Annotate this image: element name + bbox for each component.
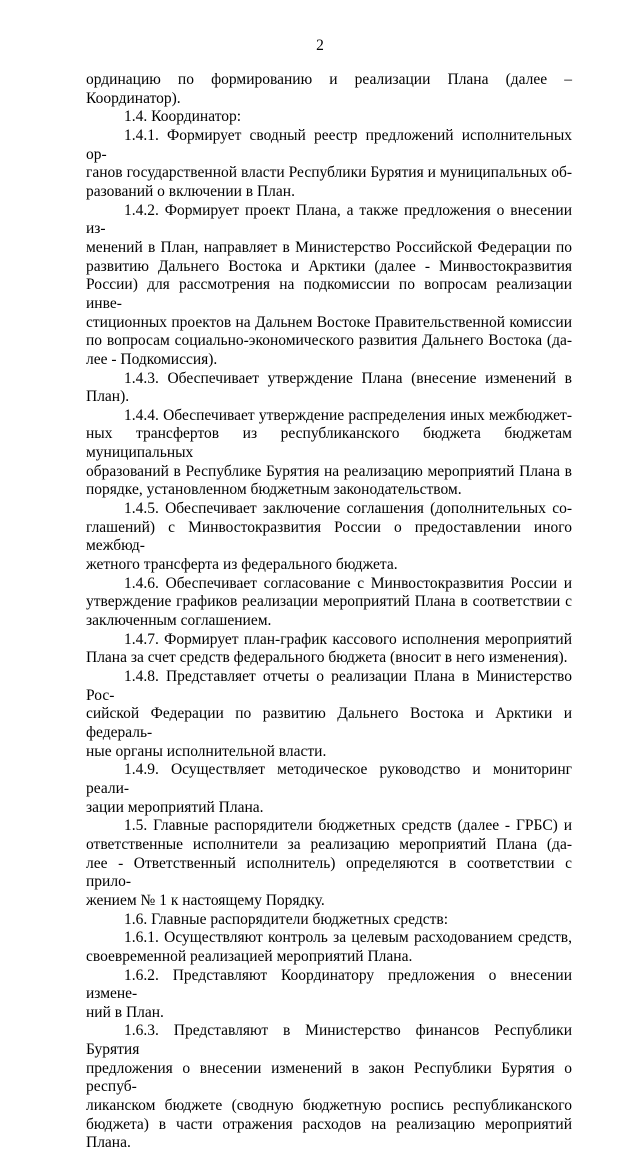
text-line: образований в Республике Бурятия на реализацию мероприятий Плана в: [86, 462, 572, 480]
paragraph: [86, 71, 572, 108]
paragraph: [86, 500, 572, 575]
text-line: жением № 1 к настоящему Порядку.: [86, 891, 325, 909]
text-line: ординацию по формированию и реализации Плана (далее – Координатор).: [86, 71, 572, 107]
text-line: ные органы исполнительной власти.: [86, 742, 327, 760]
text-line: 1.4.6. Обеспечивает согласование с Минвостокразвития России и: [124, 574, 572, 592]
paragraph: [86, 967, 572, 1023]
text-line: 1.6. Главные распорядители бюджетных средств:: [124, 910, 449, 928]
text-line: План).: [86, 388, 130, 406]
text-line: порядке, установленном бюджетным законодательством.: [86, 481, 462, 499]
text-line: ответственные исполнители за реализацию мероприятий Плана (да-: [86, 835, 572, 853]
text-line: утверждение графиков реализации мероприятий Плана в соответствии с: [86, 593, 572, 611]
text-line: развитию Дальнего Востока и Арктики (далее - Минвостокразвития: [86, 257, 572, 275]
text-line: заключенным соглашением.: [86, 612, 272, 630]
paragraph: [86, 668, 572, 761]
paragraph: [86, 817, 572, 910]
paragraph: [86, 202, 572, 370]
document-body: [86, 71, 572, 1153]
text-line: лее - Ответственный исполнитель) определяются в соответствии с прило-: [86, 854, 572, 891]
paragraph: [86, 911, 572, 930]
paragraph: [86, 929, 572, 966]
text-line: стиционных проектов на Дальнем Востоке Правительственной комиссии: [86, 313, 572, 331]
paragraph: [86, 1022, 572, 1153]
paragraph: [86, 370, 572, 407]
text-line: 1.4.9. Осуществляет методическое руководство и мониторинг реали-: [86, 761, 572, 797]
text-line: разований о включении в План.: [86, 182, 295, 200]
text-line: 1.4.7. Формирует план-график кассового исполнения мероприятий: [124, 630, 572, 648]
text-line: 1.5. Главные распорядители бюджетных средств (далее - ГРБС) и: [124, 817, 572, 835]
text-line: предложения о внесении изменений в закон Республики Бурятия о респуб-: [86, 1059, 572, 1096]
paragraph: [86, 407, 572, 500]
text-line: Плана за счет средств федерального бюджета (вносит в него изменения).: [86, 649, 568, 667]
paragraph: [86, 631, 572, 668]
text-line: по вопросам социально-экономического развития Дальнего Востока (да-: [86, 332, 572, 350]
text-line: лее - Подкомиссия).: [86, 350, 218, 368]
paragraph: [86, 761, 572, 817]
text-line: 1.6.3. Представляют в Министерство финансов Республики Бурятия: [86, 1022, 572, 1059]
text-line: 1.4.3. Обеспечивает утверждение Плана (внесение изменений в: [124, 369, 572, 387]
text-line: 1.6.2. Представляют Координатору предложения о внесении измене-: [86, 966, 572, 1003]
paragraph: [86, 108, 572, 127]
text-line: ний в План.: [86, 1003, 164, 1021]
paragraph: [86, 127, 572, 202]
text-line: глашений) с Минвостокразвития России о предоставлении иного межбюд-: [86, 518, 572, 555]
text-line: ганов государственной власти Республики Бурятия и муниципальных об-: [86, 164, 572, 182]
paragraph: [86, 575, 572, 631]
text-line: менений в План, направляет в Министерство Российской Федерации по: [86, 238, 572, 256]
text-line: 1.4.2. Формирует проект Плана, а также предложения о внесении из-: [86, 201, 572, 238]
text-line: России) для рассмотрения на подкомиссии по вопросам реализации инве-: [86, 276, 572, 312]
text-line: 1.4.4. Обеспечивает утверждение распределения иных межбюджет-: [124, 406, 572, 424]
text-line: жетного трансферта из федерального бюджета.: [86, 556, 398, 574]
text-line: ликанском бюджете (сводную бюджетную роспись республиканского: [86, 1097, 572, 1115]
text-line: 1.4.1. Формирует сводный реестр предложений исполнительных ор-: [86, 126, 572, 163]
text-line: своевременной реализацией мероприятий Плана.: [86, 947, 413, 965]
text-line: ных трансфертов из республиканского бюджета бюджетам муниципальных: [86, 425, 572, 462]
text-line: 1.6.1. Осуществляют контроль за целевым расходованием средств,: [124, 929, 572, 947]
text-line: бюджета) в части отражения расходов на реализацию мероприятий Плана.: [86, 1115, 572, 1152]
text-line: 1.4.8. Представляет отчеты о реализации Плана в Министерство Рос-: [86, 668, 572, 704]
text-line: 1.4. Координатор:: [124, 108, 242, 126]
text-line: 1.4.5. Обеспечивает заключение соглашения (дополнительных со-: [124, 500, 572, 518]
text-line: сийской Федерации по развитию Дальнего Востока и Арктики и федераль-: [86, 705, 572, 741]
page-number: 2: [316, 37, 324, 54]
text-line: зации мероприятий Плана.: [86, 798, 264, 816]
